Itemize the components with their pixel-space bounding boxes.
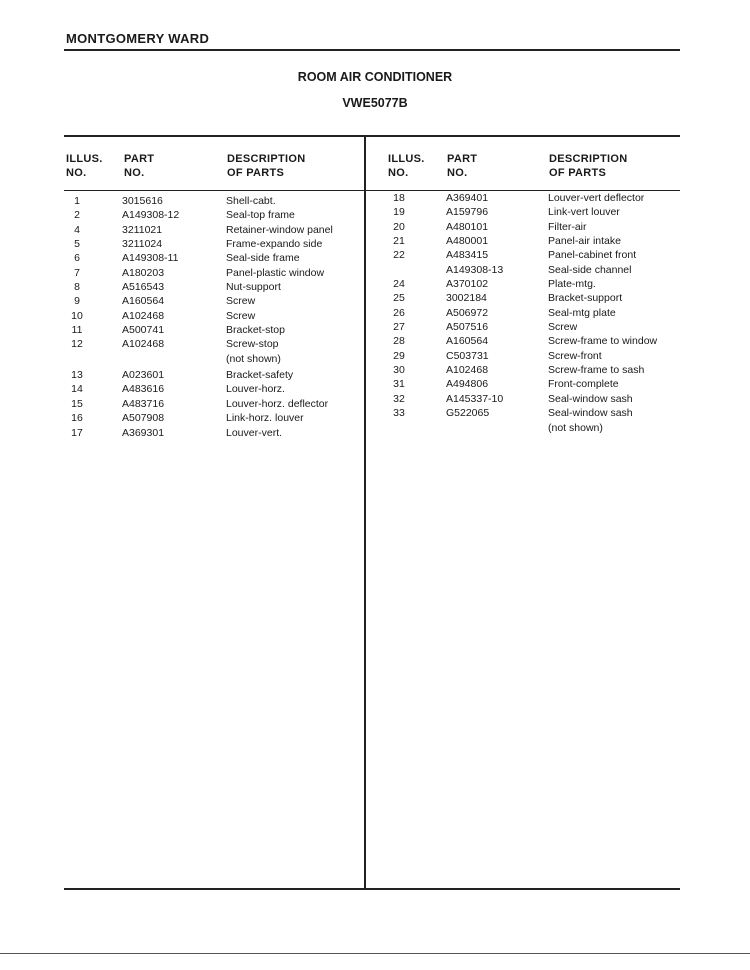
- header-part-line1: PART: [124, 153, 155, 165]
- illus-number: 20: [393, 220, 405, 233]
- part-description: Link-horz. louver: [226, 412, 304, 425]
- part-description: Frame-expando side: [226, 238, 323, 251]
- part-description: Filter-air: [548, 220, 587, 233]
- part-number: 3211021: [122, 223, 163, 236]
- illus-number: 7: [74, 266, 80, 279]
- header-desc-line2: OF PARTS: [549, 167, 607, 179]
- part-number: A159796: [446, 206, 489, 219]
- table-row: [66, 382, 356, 396]
- part-description: Louver-vert deflector: [548, 192, 645, 204]
- part-number: A149308-11: [122, 252, 179, 265]
- illus-number: 16: [71, 412, 83, 425]
- illus-number: 31: [393, 378, 405, 391]
- right-parts-list: [388, 191, 678, 437]
- header-part-line2: NO.: [447, 167, 468, 179]
- table-row: [66, 411, 356, 425]
- part-description: Seal-top frame: [226, 209, 295, 222]
- left-parts-list: [66, 194, 356, 440]
- part-number: A149308-12: [122, 209, 180, 222]
- part-description: Bracket-safety: [226, 369, 294, 382]
- part-number: A102468: [446, 364, 489, 377]
- column-divider: [364, 136, 366, 889]
- table-row: [66, 337, 356, 351]
- model-number: VWE5077B: [342, 96, 408, 110]
- part-number: 3002184: [446, 292, 487, 305]
- part-number: A180203: [122, 266, 165, 279]
- part-number: A483415: [446, 249, 489, 262]
- part-number: 3015616: [122, 195, 163, 207]
- part-description: Seal-side channel: [548, 263, 632, 276]
- table-row: [388, 421, 678, 437]
- table-row: [388, 334, 678, 348]
- part-description: Panel-plastic window: [226, 266, 325, 279]
- illus-number: 26: [393, 306, 405, 319]
- header-rule: [64, 49, 680, 51]
- illus-number: 24: [393, 278, 405, 291]
- table-row: [388, 248, 678, 262]
- part-description: Screw-stop: [226, 338, 279, 351]
- part-description: Seal-mtg plate: [548, 306, 616, 319]
- illus-number: 6: [74, 252, 80, 265]
- table-top-rule: [64, 135, 680, 137]
- part-description: Seal-window sash: [548, 392, 633, 405]
- table-row: [66, 397, 356, 411]
- part-description: Screw-front: [548, 349, 602, 362]
- part-number: A102468: [122, 309, 165, 322]
- header-illus-line1: ILLUS.: [388, 153, 425, 165]
- table-row: [66, 280, 356, 294]
- part-number: A483716: [122, 397, 165, 410]
- part-number: A145337-10: [446, 392, 504, 405]
- header-desc-line1: DESCRIPTION: [549, 153, 628, 165]
- illus-number: 30: [393, 364, 405, 377]
- part-description: Front-complete: [548, 378, 619, 391]
- part-number: A483616: [122, 383, 165, 396]
- header-illus-line1: ILLUS.: [66, 153, 103, 165]
- table-row: [66, 194, 356, 208]
- part-number: A102468: [122, 338, 165, 351]
- part-number: A160564: [122, 295, 165, 308]
- part-number: A023601: [122, 369, 165, 382]
- header-desc-line2: OF PARTS: [227, 167, 285, 179]
- part-description: Screw: [226, 309, 256, 322]
- part-description: Seal-window sash: [548, 407, 633, 420]
- header-illus-line2: NO.: [388, 167, 409, 179]
- table-row: [388, 234, 678, 248]
- illus-number: 32: [393, 392, 405, 405]
- illus-number: 29: [393, 349, 405, 362]
- table-row: [388, 220, 678, 234]
- illus-number: 19: [393, 206, 405, 219]
- part-description: Screw: [226, 295, 256, 308]
- part-number: A480101: [446, 220, 489, 233]
- table-row: [388, 191, 678, 205]
- table-row: [388, 205, 678, 219]
- left-header-illus: [66, 152, 103, 180]
- page-bottom-rule: [0, 953, 750, 954]
- illus-number: 2: [74, 209, 80, 222]
- table-row: [66, 266, 356, 280]
- table-row: [388, 363, 678, 377]
- header-illus-line2: NO.: [66, 167, 87, 179]
- illus-number: 9: [74, 295, 80, 308]
- brand-name: MONTGOMERY WARD: [66, 31, 210, 46]
- illus-number: 33: [393, 407, 405, 420]
- part-description: Link-vert louver: [548, 206, 620, 219]
- part-number: A500741: [122, 324, 165, 337]
- part-description: Louver-horz.: [226, 383, 285, 396]
- part-description: Panel-air intake: [548, 235, 621, 248]
- header-part-line2: NO.: [124, 167, 145, 179]
- part-number: C503731: [446, 349, 489, 362]
- part-number: A369401: [446, 192, 489, 204]
- table-row: [66, 208, 356, 222]
- table-row: [66, 223, 356, 237]
- part-number: A516543: [122, 281, 165, 294]
- part-description: Screw-frame to sash: [548, 364, 645, 377]
- right-header-illus: [388, 152, 425, 180]
- part-description: (not shown): [226, 352, 281, 365]
- part-description: Retainer-window panel: [226, 223, 333, 236]
- part-description: Seal-side frame: [226, 252, 300, 265]
- table-row: [388, 377, 678, 391]
- table-row: [66, 352, 356, 368]
- part-number: A506972: [446, 306, 489, 319]
- table-row: [388, 263, 678, 277]
- illus-number: 12: [71, 338, 83, 351]
- part-number: A480001: [446, 235, 489, 248]
- part-number: G522065: [446, 407, 490, 420]
- page-title: ROOM AIR CONDITIONER: [297, 70, 453, 84]
- illus-number: 4: [74, 223, 80, 236]
- part-number: A507516: [446, 321, 489, 334]
- illus-number: 17: [71, 426, 83, 439]
- table-row: [388, 349, 678, 363]
- part-description: (not shown): [548, 421, 603, 434]
- part-description: Plate-mtg.: [548, 278, 596, 291]
- table-row: [66, 323, 356, 337]
- table-row: [388, 320, 678, 334]
- illus-number: 1: [74, 195, 80, 207]
- table-row: [66, 251, 356, 265]
- part-number: A369301: [122, 426, 165, 439]
- table-row: [388, 406, 678, 420]
- part-description: Screw: [548, 321, 578, 334]
- part-number: A160564: [446, 335, 489, 348]
- part-number: A370102: [446, 278, 489, 291]
- illus-number: 8: [74, 281, 80, 294]
- left-header-part: [124, 152, 154, 180]
- table-row: [388, 392, 678, 406]
- illus-number: 21: [393, 235, 405, 248]
- table-row: [388, 277, 678, 291]
- part-description: Louver-horz. deflector: [226, 397, 329, 410]
- part-description: Louver-vert.: [226, 426, 283, 439]
- table-row: [66, 237, 356, 251]
- illus-number: 28: [393, 335, 405, 348]
- table-row: [66, 368, 356, 382]
- table-bottom-rule: [64, 888, 680, 890]
- right-header-part: [447, 152, 477, 180]
- part-number: A149308-13: [446, 263, 504, 276]
- illus-number: 15: [71, 397, 83, 410]
- table-row: [66, 294, 356, 308]
- table-row: [66, 426, 356, 440]
- part-description: Screw-frame to window: [548, 335, 658, 348]
- part-description: Bracket-support: [548, 292, 623, 305]
- part-description: Nut-support: [226, 281, 281, 294]
- illus-number: 14: [71, 383, 83, 396]
- left-header-desc: [227, 152, 305, 180]
- header-part-line1: PART: [447, 153, 478, 165]
- table-row: [66, 309, 356, 323]
- part-description: Shell-cabt.: [226, 195, 276, 207]
- right-header-desc: [549, 152, 627, 180]
- illus-number: 5: [74, 238, 80, 251]
- illus-number: 11: [71, 324, 83, 337]
- part-description: Panel-cabinet front: [548, 249, 637, 262]
- illus-number: 27: [393, 321, 405, 334]
- illus-number: 13: [71, 369, 83, 382]
- illus-number: 10: [71, 309, 83, 322]
- part-number: A494806: [446, 378, 489, 391]
- table-row: [388, 291, 678, 305]
- part-description: Bracket-stop: [226, 324, 285, 337]
- illus-number: 22: [393, 249, 405, 262]
- header-desc-line1: DESCRIPTION: [227, 153, 306, 165]
- table-row: [388, 306, 678, 320]
- part-number: 3211024: [122, 238, 163, 251]
- illus-number: 25: [393, 292, 405, 305]
- illus-number: 18: [393, 192, 405, 204]
- part-number: A507908: [122, 412, 165, 425]
